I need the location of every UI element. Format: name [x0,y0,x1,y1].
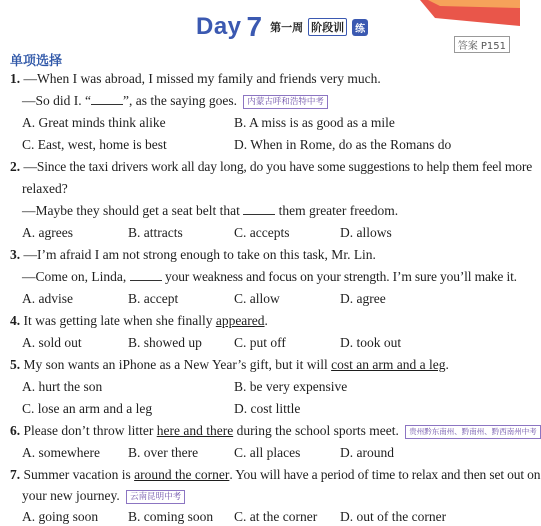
question-number: 2. [10,159,21,174]
answer-reference: 答案 P151 [454,36,510,53]
question-number: 3. [10,247,21,262]
question-text: —So did I. “ [22,93,91,108]
option[interactable]: A. sold out [22,335,82,350]
question-number: 7. [10,467,21,482]
option[interactable]: A. agrees [22,225,73,240]
question-text: Please don’t throw litter [23,423,154,438]
question-number: 6. [10,423,21,438]
source-tag: 内蒙古呼和浩特中考 [243,95,328,109]
option[interactable]: D. out of the corner [340,509,447,524]
option[interactable]: C. put off [234,335,286,350]
option[interactable]: C. East, west, home is best [22,137,167,152]
underlined-phrase: cost an arm and a leg [331,357,446,372]
question-3-line-1 [10,246,376,264]
question-text: ”, as the saying goes. [123,93,237,108]
option[interactable]: D. allows [340,225,392,240]
question-text: . You will have a period of time to relax and then set out on [229,467,541,482]
question-number: 4. [10,313,21,328]
option[interactable]: C. accepts [234,225,290,240]
question-3-line-2 [22,268,517,286]
question-5-line-1 [10,356,449,374]
option[interactable]: B. showed up [128,335,202,350]
option[interactable]: D. around [340,445,394,460]
underlined-phrase: here and there [156,423,234,438]
question-6-line-1 [10,422,541,440]
option[interactable]: D. When in Rome, do as the Romans do [234,137,452,152]
question-text: It was getting late when she finally [23,313,213,328]
question-text: Summer vacation is [23,467,131,482]
question-text: . [445,357,449,372]
answer-blank[interactable] [130,268,162,281]
question-7-line-1 [10,466,540,484]
option[interactable]: B. accept [128,291,179,306]
option[interactable]: C. lose an arm and a leg [22,401,153,416]
stage-label: 阶段训 [308,18,347,36]
question-text: —Come on, Linda, [22,269,127,284]
option[interactable]: A. somewhere [22,445,100,460]
question-number: 5. [10,357,21,372]
option[interactable]: A. Great minds think alike [22,115,166,130]
section-title: 单项选择 [10,54,63,69]
question-number: 1. [10,71,21,86]
question-text: your new journey. [22,488,120,503]
question-text: —When I was abroad, I missed my family and friends very much. [23,71,381,86]
option[interactable]: B. A miss is as good as a mile [234,115,395,130]
question-text: —Since the taxi drivers work all day long, do you have some suggestions to help them feel more [23,159,533,174]
question-2-line-3 [22,202,398,220]
option[interactable]: D. agree [340,291,386,306]
day-number: 7 [246,11,263,42]
option[interactable]: B. coming soon [128,509,214,524]
day-word: Day [196,13,242,40]
option[interactable]: C. allow [234,291,280,306]
question-1-line-2 [22,92,328,110]
option[interactable]: D. took out [340,335,402,350]
question-2-line-2: relaxed? [22,181,68,196]
stage-badge: 练 [352,19,368,36]
week-label: 第一周 [270,21,304,34]
question-text: My son wants an iPhone as a New Year’s gift, but it will [23,357,328,372]
question-text: —Maybe they should get a seat belt that [22,203,240,218]
question-7-line-2 [22,487,185,505]
question-text: —I’m afraid I am not strong enough to take on this task, Mr. Lin. [23,247,376,262]
option[interactable]: A. hurt the son [22,379,103,394]
question-2-line-1 [10,158,532,176]
question-1-line-1 [10,70,381,88]
option[interactable]: D. cost little [234,401,301,416]
option[interactable]: C. all places [234,445,301,460]
question-text: . [264,313,268,328]
option[interactable]: B. be very expensive [234,379,348,394]
source-tag: 贵州黔东南州、黔南州、黔西南州中考 [405,425,541,439]
question-text: your weakness and focus on your strength. I’m sure you’ll make it. [165,269,517,284]
underlined-phrase: around the corner [134,467,230,482]
day-title [196,12,368,42]
answer-blank[interactable] [243,202,275,215]
underlined-phrase: appeared [215,313,265,328]
page-header [0,0,520,52]
question-text: them greater freedom. [278,203,399,218]
option[interactable]: A. going soon [22,509,99,524]
option[interactable]: B. attracts [128,225,183,240]
question-4-line-1 [10,312,268,330]
corner-ribbon-decoration [400,0,520,26]
option[interactable]: B. over there [128,445,199,460]
source-tag: 云南昆明中考 [126,490,185,504]
option[interactable]: A. advise [22,291,73,306]
option[interactable]: C. at the corner [234,509,318,524]
answer-blank[interactable] [91,92,123,105]
question-text: during the school sports meet. [236,423,399,438]
